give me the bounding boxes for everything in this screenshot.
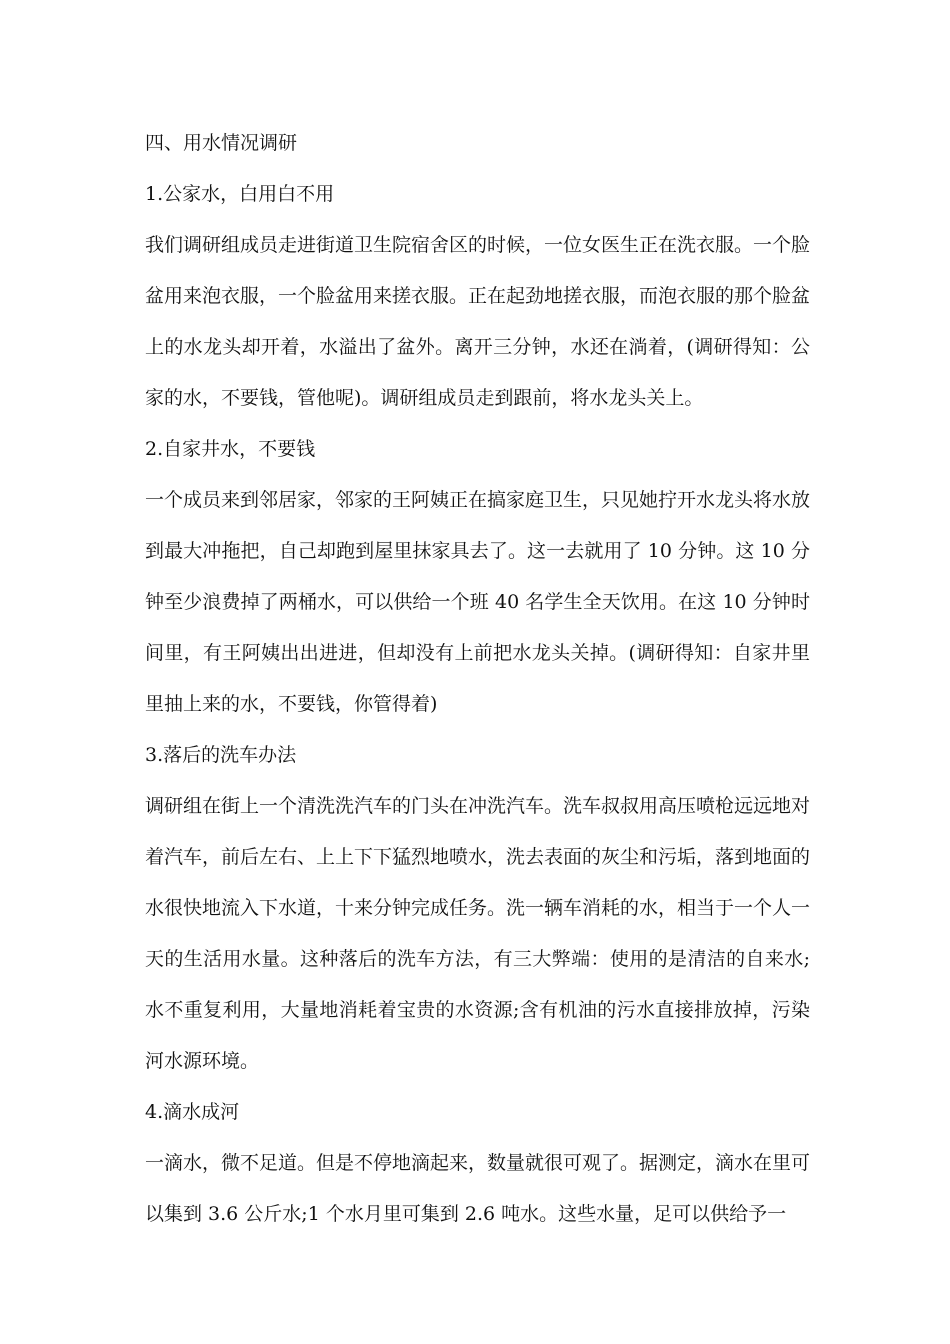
item-heading-2: 2.自家井水，不要钱 [145,438,316,460]
item-heading-4: 4.滴水成河 [145,1101,240,1123]
item-heading-3: 3.落后的洗车办法 [145,744,297,766]
section-title: 四、用水情况调研 [145,132,298,154]
item-heading-1: 1.公家水，白用白不用 [145,183,335,205]
document-body [145,118,810,1240]
item-paragraph-1: 我们调研组成员走进街道卫生院宿舍区的时候，一位女医生正在洗衣服。一个脸盆用来泡衣服，一个脸盆用来搓衣服。正在起劲地搓衣服，而泡衣服的那个脸盆上的水龙头却开着，水溢出了盆外。离开三分钟，水还在淌着，(调研得知：公家的水，不要钱，管他呢)。调研组成员走到跟前，将水龙头关上。 [145,234,811,409]
item-paragraph-2: 一个成员来到邻居家，邻家的王阿姨正在搞家庭卫生，只见她拧开水龙头将水放到最大冲拖把，自己却跑到屋里抹家具去了。这一去就用了 10 分钟。这 10 分钟至少浪费掉了两桶水，可以供给一个班 40 名学生全天饮用。在这 10 分钟时间里，有王阿姨出出进进，但却没有上前把水龙头关掉。(调研得知：自家井里里抽上来的水，不要钱，你管得着) [145,489,811,715]
item-paragraph-4: 一滴水，微不足道。但是不停地滴起来，数量就很可观了。据测定，滴水在里可以集到 3.6 公斤水;1 个水月里可集到 2.6 吨水。这些水量，足可以供给予一 [145,1152,811,1225]
item-paragraph-3: 调研组在街上一个清洗洗汽车的门头在冲洗汽车。洗车叔叔用高压喷枪远远地对着汽车，前后左右、上上下下猛烈地喷水，洗去表面的灰尘和污垢，落到地面的水很快地流入下水道，十来分钟完成任务。洗一辆车消耗的水，相当于一个人一天的生活用水量。这种落后的洗车方法，有三大弊端：使用的是清洁的自来水;水不重复利用，大量地消耗着宝贵的水资源;含有机油的污水直接排放掉，污染河水源环境。 [145,795,811,1072]
